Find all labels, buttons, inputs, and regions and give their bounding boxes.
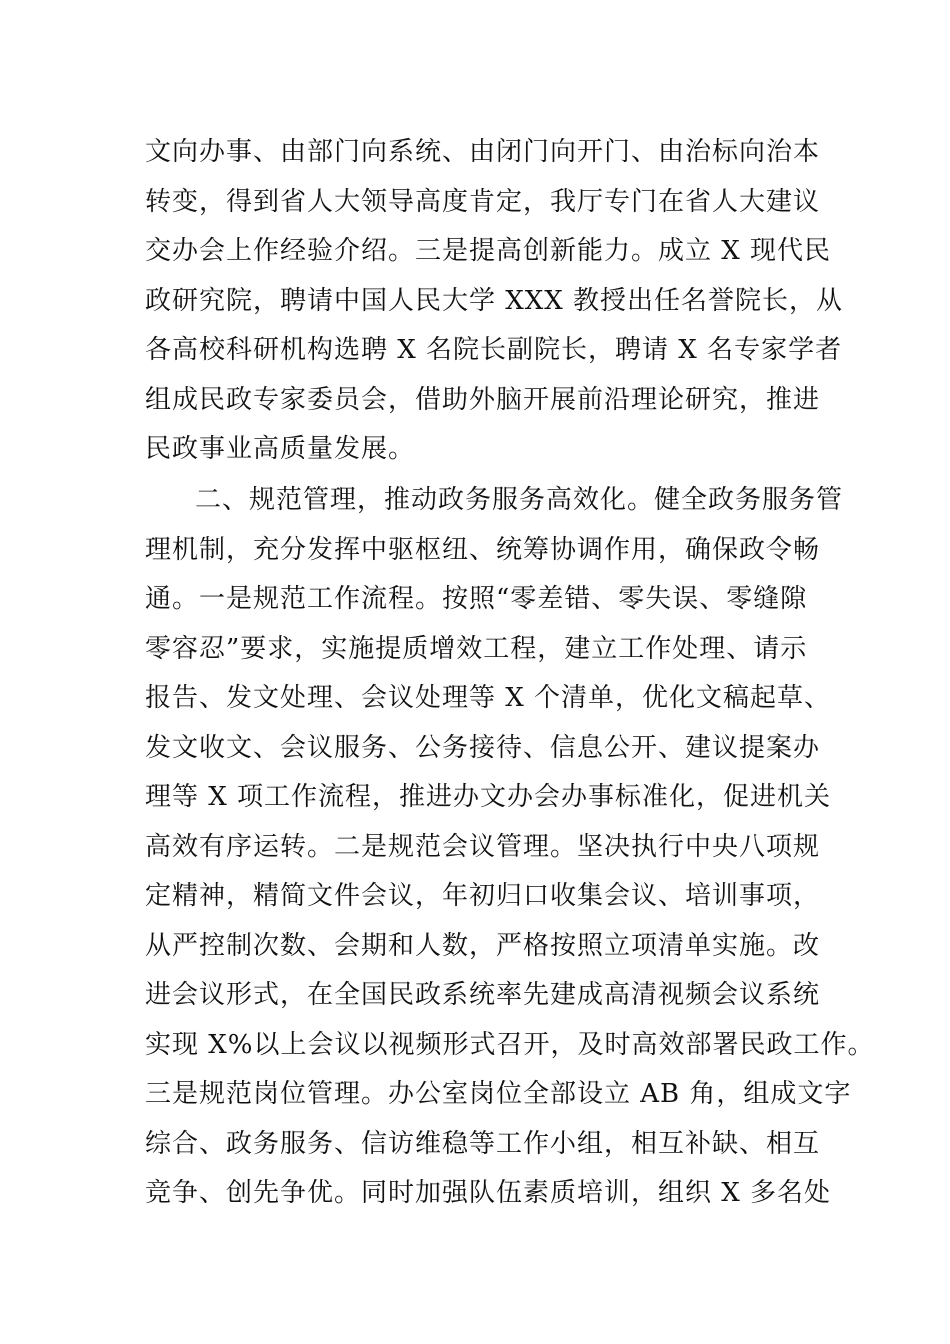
text-line: 零容忍”要求，实施提质增效工程，建立工作处理、请示 xyxy=(145,634,808,664)
text-line: 通。一是规范工作流程。按照“零差错、零失误、零缝隙 xyxy=(145,584,808,614)
text-line: 进会议形式，在全国民政系统率先建成高清视频会议系统 xyxy=(145,980,821,1010)
text-line: 发文收文、会议服务、公务接待、信息公开、建议提案办 xyxy=(145,733,821,763)
text-line: 综合、政务服务、信访维稳等工作小组，相互补缺、相互 xyxy=(145,1129,821,1159)
text-line: 理机制，充分发挥中驱枢纽、统筹协调作用，确保政令畅 xyxy=(145,535,821,565)
text-line: 民政事业高质量发展。 xyxy=(145,434,416,464)
text-line: 理等 X 项工作流程，推进办文办会办事标准化，促进机关 xyxy=(145,782,832,812)
text-line: 从严控制次数、会期和人数，严格按照立项清单实施。改 xyxy=(145,931,821,961)
text-line: 三是规范岗位管理。办公室岗位全部设立 AB 角，组成文字 xyxy=(145,1079,852,1109)
text-line: 各高校科研机构选聘 X 名院长副院长，聘请 X 名专家学者 xyxy=(145,335,843,365)
text-line: 报告、发文处理、会议处理等 X 个清单，优化文稿起草、 xyxy=(145,683,832,713)
text-line: 实现 X%以上会议以视频形式召开，及时高效部署民政工作。 xyxy=(145,1030,875,1060)
paragraph-first-line: 二、规范管理，推动政务服务高效化。健全政务服务管 xyxy=(195,485,844,515)
text-line: 高效有序运转。二是规范会议管理。坚决执行中央八项规 xyxy=(145,832,821,862)
text-line: 政研究院，聘请中国人民大学 XXX 教授出任名誉院长，从 xyxy=(145,286,844,316)
text-line: 组成民政专家委员会，借助外脑开展前沿理论研究，推进 xyxy=(145,385,821,415)
text-line: 竞争、创先争优。同时加强队伍素质培训，组织 X 多名处 xyxy=(145,1178,832,1208)
text-line: 转变，得到省人大领导高度肯定，我厅专门在省人大建议 xyxy=(145,187,821,217)
text-line: 交办会上作经验介绍。三是提高创新能力。成立 X 现代民 xyxy=(145,236,832,266)
text-line: 定精神，精简文件会议，年初归口收集会议、培训事项， xyxy=(145,881,821,911)
text-line: 文向办事、由部门向系统、由闭门向开门、由治标向治本 xyxy=(145,137,821,167)
